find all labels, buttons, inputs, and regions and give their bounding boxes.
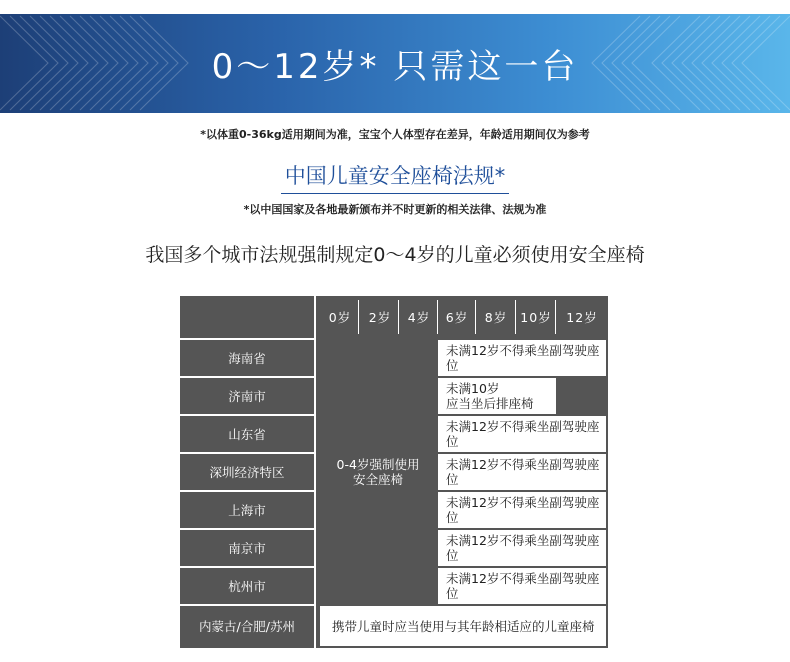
- age-header-0: 0岁: [328, 309, 352, 325]
- row-divider: [180, 604, 314, 606]
- row-divider: [180, 566, 314, 568]
- row-divider: [180, 452, 314, 454]
- rule-hainan: 未满12岁不得乘坐副驾驶座位: [438, 340, 606, 376]
- section-title-text: 中国儿童安全座椅法规*: [281, 160, 510, 194]
- rule-neimenggu-hefei-suzhou: 携带儿童时应当使用与其年龄相适应的儿童座椅: [320, 606, 606, 646]
- age-header-6: 6岁: [445, 309, 469, 325]
- region-jinan: 济南市: [228, 388, 266, 404]
- age-header-4: 4岁: [407, 309, 431, 325]
- header-divider: [398, 300, 399, 334]
- region-shenzhen: 深圳经济特区: [209, 464, 285, 480]
- label-divider: [314, 338, 316, 648]
- header-divider: [475, 300, 476, 334]
- header-divider: [314, 296, 316, 338]
- row-divider: [180, 338, 314, 340]
- region-neimenggu-hefei-suzhou: 内蒙古/合肥/苏州: [199, 618, 295, 634]
- section-title: [0, 160, 790, 194]
- banner-title: 0～12岁* 只需这一台: [211, 47, 579, 87]
- region-shanghai: 上海市: [228, 502, 266, 518]
- headline: 我国多个城市法规强制规定0～4岁的儿童必须使用安全座椅: [145, 244, 645, 266]
- header-banner: [0, 14, 790, 113]
- rule-jinan: 未满10岁 应当坐后排座椅: [438, 378, 556, 414]
- regulation-table: [180, 296, 608, 648]
- age-header-12: 12岁: [566, 309, 598, 325]
- age-header-2: 2岁: [368, 309, 392, 325]
- region-hainan: 海南省: [228, 350, 266, 366]
- rule-shandong: 未满12岁不得乘坐副驾驶座位: [438, 416, 606, 452]
- age-header-10: 10岁: [520, 309, 552, 325]
- rule-hangzhou: 未满12岁不得乘坐副驾驶座位: [438, 568, 606, 604]
- region-hangzhou: 杭州市: [228, 578, 266, 594]
- header-divider: [555, 300, 556, 334]
- row-divider: [180, 376, 314, 378]
- age-header-8: 8岁: [484, 309, 508, 325]
- row-divider: [180, 490, 314, 492]
- header-divider: [358, 300, 359, 334]
- region-nanjing: 南京市: [228, 540, 266, 556]
- rule-nanjing: 未满12岁不得乘坐副驾驶座位: [438, 530, 606, 566]
- header-divider: [437, 300, 438, 334]
- header-divider: [515, 300, 516, 334]
- row-divider: [180, 528, 314, 530]
- rule-shanghai: 未满12岁不得乘坐副驾驶座位: [438, 492, 606, 528]
- law-disclaimer: *以中国国家及各地最新颁布并不时更新的相关法律、法规为准: [243, 203, 547, 216]
- mandatory-0-4-cell: 0-4岁强制使用 安全座椅: [336, 457, 420, 487]
- weight-disclaimer: *以体重0-36kg适用期间为准，宝宝个人体型存在差异，年龄适用期间仅为参考: [200, 128, 590, 141]
- row-divider: [180, 414, 314, 416]
- rule-shenzhen: 未满12岁不得乘坐副驾驶座位: [438, 454, 606, 490]
- region-shandong: 山东省: [228, 426, 266, 442]
